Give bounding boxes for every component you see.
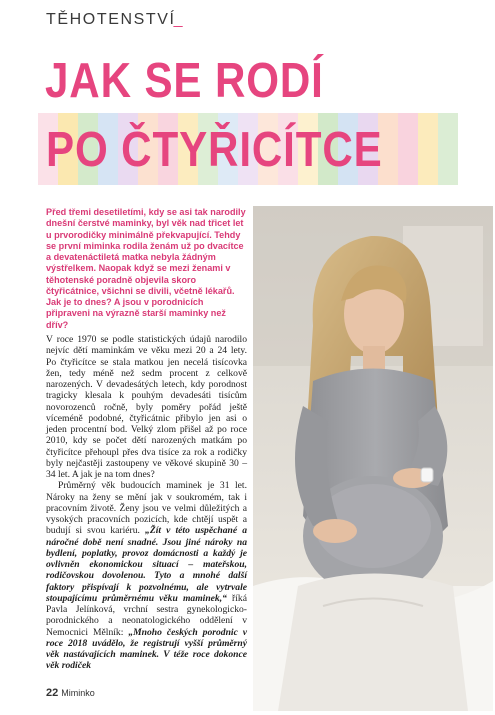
- body-paragraph-1: V roce 1970 se podle statistických údajů narodilo nejvíc dětí maminkám ve věku mezi 20 a 24 lety. Po čtyřicítce se stala matkou jen necelá tisícovka žen, tedy méně než sedm procent z celkově narozených. V devadesátých letech, kdy porodnost tragicky klesala k pouhým devadesáti tisícům novorozenců ročně, byly poměry pořád ještě víceméně podobné, čtyřicátnic přibylo jen asi o jeden procentní bod. Velký zlom přišel až po roce 2010, kdy se počet dětí narozených matkám po čtyřicítce přehoupl přes dva tisíce za rok a rodičky byly nejčastěji zastoupeny ve věkové skupině 30 – 34 let. A jak je na tom dnes?: [46, 334, 247, 480]
- body-paragraph-2-attribution: říká Pavla Jelínková, vrchní sestra gynekologicko-porodnického a neonatologického oddělení v Nemocnici Mělník:: [46, 592, 247, 638]
- title-color-bar: [438, 113, 458, 185]
- page-footer: [46, 687, 95, 699]
- section-label-text: TĚHOTENSTVÍ: [46, 11, 176, 28]
- pregnant-woman-photo: [253, 206, 493, 711]
- article-body: [46, 334, 247, 672]
- headline-line-1: JAK SE RODÍ: [45, 54, 324, 108]
- title-color-bar: [418, 113, 438, 185]
- magazine-name: Miminko: [61, 688, 95, 698]
- quote-2: „Mnoho českých porodnic v roce 2018 uvádělo, že registrují vyšší průměrný věk nastávajících maminek. V téže roce dokonce věk rodiček: [46, 626, 248, 672]
- page-number: 22: [46, 687, 59, 699]
- body-paragraph-2-intro: Průměrný věk budoucích maminek je 31 let. Nároky na ženy se mění jak v soukromém, tak i pracovním životě. Ženy jsou ve velmi důležitých a vysokých pracovních pozicích, kde chtějí uspět a budují si svou kariéru.: [46, 480, 247, 537]
- lead-paragraph: Před třemi desetiletími, kdy se asi tak narodily dnešní čerstvé maminky, byl věk nad třicet let u prvorodičky minimálně překvapující. Tehdy se první miminka rodila ženám už po dvacítce a devatenáctiletá matka nebyla žádným výstřelkem. Naopak když se mezi ženami v těhotenské poradně objevila skoro čtyřicátnice, všichni se divili, včetně lékařů. Jak je to dnes? A jsou v porodnicích připraveni na výrazně starší maminky než dřív?: [46, 207, 246, 330]
- body-paragraph-2: [46, 480, 247, 671]
- section-label-dash: _: [173, 11, 183, 28]
- photo-illustration: [253, 206, 493, 711]
- quote-1: „Žít v této uspěchané a náročné době není snadné. Jsou jiné nároky na bydlení, poplatky, provoz domácnosti a každý je ovlivněn ekonomickou situací – mateřskou, rodičovskou dovolenou. Tyto a mnohé další faktory přispívají k pozvolnému, ale vytrvale stoupajícímu průměrnému věku maminek,“: [46, 525, 247, 604]
- headline-line-2: PO ČTYŘICÍTCE: [46, 123, 383, 177]
- section-label: [46, 11, 183, 29]
- title-color-bar: [398, 113, 418, 185]
